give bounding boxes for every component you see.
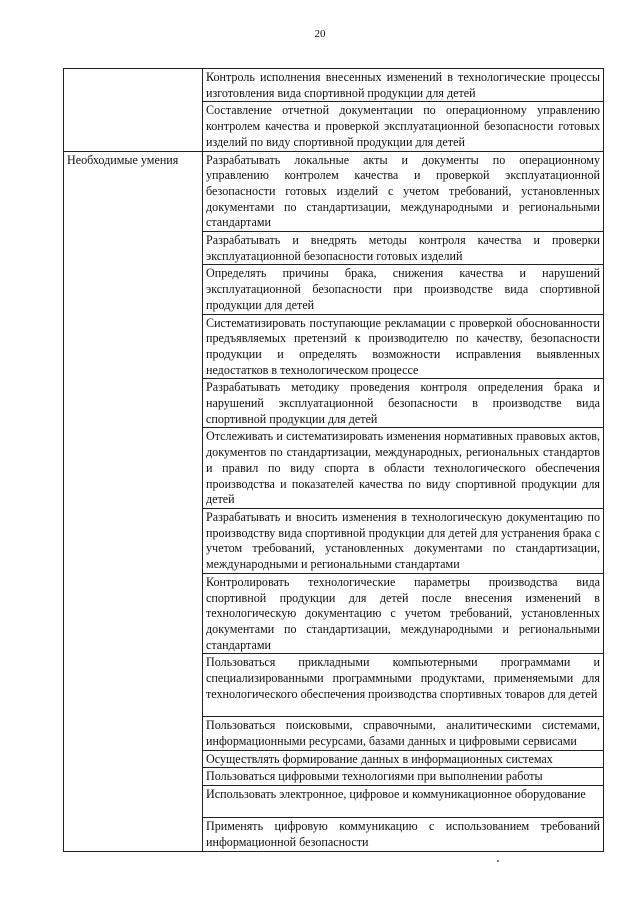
competency-table — [63, 68, 604, 852]
table-cell: Контролировать технологические параметры производства вида спортивной продукции для детей после внесения изменений в технологическую документацию с учетом требований, установленных документами по стандартизации, международными и региональными стандартами — [203, 573, 604, 654]
table-cell: Пользоваться цифровыми технологиями при выполнении работы — [203, 768, 604, 786]
table-cell: Использовать электронное, цифровое и коммуникационное оборудование — [203, 786, 604, 818]
table-cell: Пользоваться поисковыми, справочными, аналитическими системами, информационными ресурсами, базами данных и цифровыми сервисами — [203, 717, 604, 750]
table-row — [64, 151, 604, 232]
row-label-skills: Необходимые умения — [64, 151, 203, 851]
table-cell: Составление отчетной документации по операционному управлению контролем качества и проверкой эксплуатационной безопасности готовых изделий по виду спортивной продукции для детей — [203, 102, 604, 151]
table-cell: Разрабатывать методику проведения контроля определения брака и нарушений эксплуатационной безопасности в производстве вида спортивной продукции для детей — [203, 379, 604, 428]
scan-speck — [497, 860, 499, 862]
table-cell: Осуществлять формирование данных в информационных системах — [203, 750, 604, 768]
row-label-empty — [64, 69, 203, 152]
table-row — [64, 69, 604, 102]
table-cell: Систематизировать поступающие рекламации с проверкой обоснованности предъявляемых претензий к производителю по качеству, безопасности продукции и определять возможности исправления выявленных недостатков в технологическом процессе — [203, 314, 604, 379]
table-cell: Отслеживать и систематизировать изменения нормативных правовых актов, документов по стандартизации, международных, региональных стандартов и правил по виду спорта в области технологического обеспечения производства и показателей качества по виду спортивной продукции для детей — [203, 428, 604, 509]
table-cell: Разрабатывать и вносить изменения в технологическую документацию по производству вида спортивной продукции для детей для устранения брака с учетом требований, установленных документами по стандартизации, международными и региональными стандартами — [203, 508, 604, 573]
table-cell: Применять цифровую коммуникацию с использованием требований информационной безопасности — [203, 818, 604, 851]
table-cell: Разрабатывать локальные акты и документы по операционному управлению контролем качества и проверкой эксплуатационной безопасности готовых изделий с учетом требований, установленных документами по стандартизации, международными и региональными стандартами — [203, 151, 604, 232]
table-cell: Пользоваться прикладными компьютерными программами и специализированными программными продуктами, применяемыми для технологического обеспечения производства спортивных товаров для детей — [203, 654, 604, 717]
table-cell: Определять причины брака, снижения качества и нарушений эксплуатационной безопасности при производстве вида спортивной продукции для детей — [203, 265, 604, 314]
page-number: 20 — [314, 28, 326, 40]
table-cell: Разрабатывать и внедрять методы контроля качества и проверки эксплуатационной безопасности готовых изделий — [203, 232, 604, 265]
table-cell: Контроль исполнения внесенных изменений в технологические процессы изготовления вида спортивной продукции для детей — [203, 69, 604, 102]
